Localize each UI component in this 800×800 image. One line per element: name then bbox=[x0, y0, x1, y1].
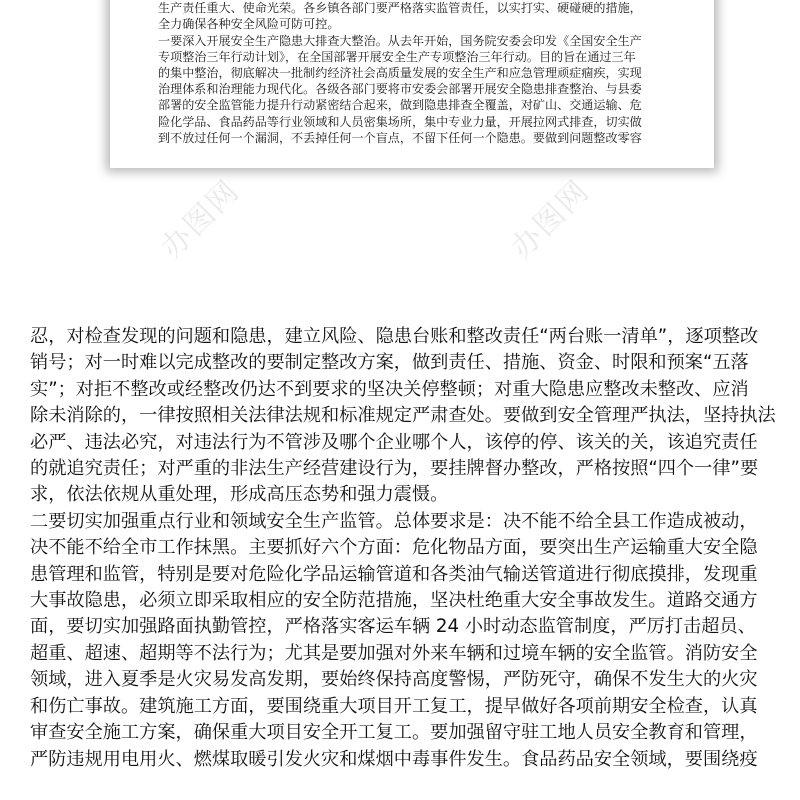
body-text bbox=[30, 324, 785, 773]
preview-line: 全力确保各种安全风险可防可控。 bbox=[158, 17, 340, 32]
body-line: 除未消除的，一律按照相关法律法规和标准规定严肃查处。要做到安全管理严执法，坚持执法 bbox=[30, 405, 776, 427]
preview-line: 治理体系和治理能力现代化。各级各部门要将市安委会部署开展安全隐患排查整治、与县委 bbox=[158, 82, 642, 97]
body-line: 领域，进入夏季是火灾易发高发期，要始终保持高度警惕，严防死守，确保不发生大的火灾 bbox=[30, 669, 758, 691]
preview-line: 到不放过任何一个漏洞，不丢掉任何一个盲点，不留下任何一个隐患。要做到问题整改零容 bbox=[158, 130, 642, 145]
preview-line: 的集中整治，彻底解决一批制约经济社会高质量发展的安全生产和应急管理顽症痼疾，实现 bbox=[158, 66, 642, 81]
body-line: 二要切实加强重点行业和领域安全生产监管。总体要求是：决不能不给全县工作造成被动， bbox=[30, 510, 758, 532]
body-line: 忍，对检查发现的问题和隐患，建立风险、隐患台账和整改责任“两台账一清单”，逐项整改 bbox=[30, 326, 759, 347]
body-line: 超重、超速、超期等不法行为；尤其是要加强对外来车辆和过境车辆的安全监管。消防安全 bbox=[30, 642, 758, 664]
body-line: 面，要切实加强路面执勤管控，严格落实客运车辆 24 小时动态监管制度，严厉打击超员、 bbox=[30, 616, 756, 638]
watermark-right: 办图网 bbox=[504, 173, 597, 266]
body-line: 的就追究责任；对严重的非法生产经营建设行为，要挂牌督办整改，严格按照“四个一律”要 bbox=[30, 458, 759, 480]
body-line: 严防违规用电用火、燃煤取暖引发火灾和煤烟中毒事件发生。食品药品安全领域，要围绕疫 bbox=[30, 748, 758, 770]
preview-text bbox=[158, 0, 678, 146]
body-line: 销号；对一时难以完成整改的要制定整改方案，做到责任、措施、资金、时限和预案“五落 bbox=[30, 352, 749, 374]
body-line: 患管理和监管，特别是要对危险化学品运输管道和各类油气输送管道进行彻底摸排，发现重 bbox=[30, 563, 758, 585]
preview-line: 生产责任重大、使命光荣。各乡镇各部门要严格落实监管责任，以实打实、硬碰硬的措施， bbox=[158, 1, 642, 16]
body-line: 和伤亡事故。建筑施工方面，要围绕重大项目开工复工，提早做好各项前期安全检查，认真 bbox=[30, 695, 758, 717]
body-line: 实”；对拒不整改或经整改仍达不到要求的坚决关停整顿；对重大隐患应整改未整改、应消 bbox=[30, 378, 749, 400]
body-line: 必严、违法必究，对违法行为不管涉及哪个企业哪个人，该停的停、该关的关，该追究责任 bbox=[30, 431, 758, 453]
watermark-left: 办图网 bbox=[154, 173, 247, 266]
body-line: 审查安全施工方案，确保重大项目安全开工复工。要加强留守驻工地人员安全教育和管理， bbox=[30, 722, 758, 744]
body-line: 求，依法依规从重处理，形成高压态势和强力震慑。 bbox=[30, 484, 449, 506]
body-line: 大事故隐患，必须立即采取相应的安全防范措施，坚决杜绝重大安全事故发生。道路交通方 bbox=[30, 590, 758, 612]
preview-line: 部署的安全监管能力提升行动紧密结合起来，做到隐患排查全覆盖，对矿山、交通运输、危 bbox=[158, 98, 642, 113]
preview-line: 一要深入开展安全生产隐患大排查大整治。从去年开始，国务院安委会印发《全国安全生产 bbox=[158, 33, 642, 48]
preview-line: 险化学品、食品药品等行业领域和人员密集场所，集中专业力量，开展拉网式排查，切实做 bbox=[158, 114, 642, 129]
body-line: 决不能不给全市工作抹黑。主要抓好六个方面：危化物品方面，要突出生产运输重大安全隐 bbox=[30, 537, 758, 559]
preview-line: 专项整治三年行动计划》，在全国部署开展安全生产专项整治三年行动。目的旨在通过三年 bbox=[158, 49, 636, 64]
document-page-preview bbox=[110, 0, 714, 168]
